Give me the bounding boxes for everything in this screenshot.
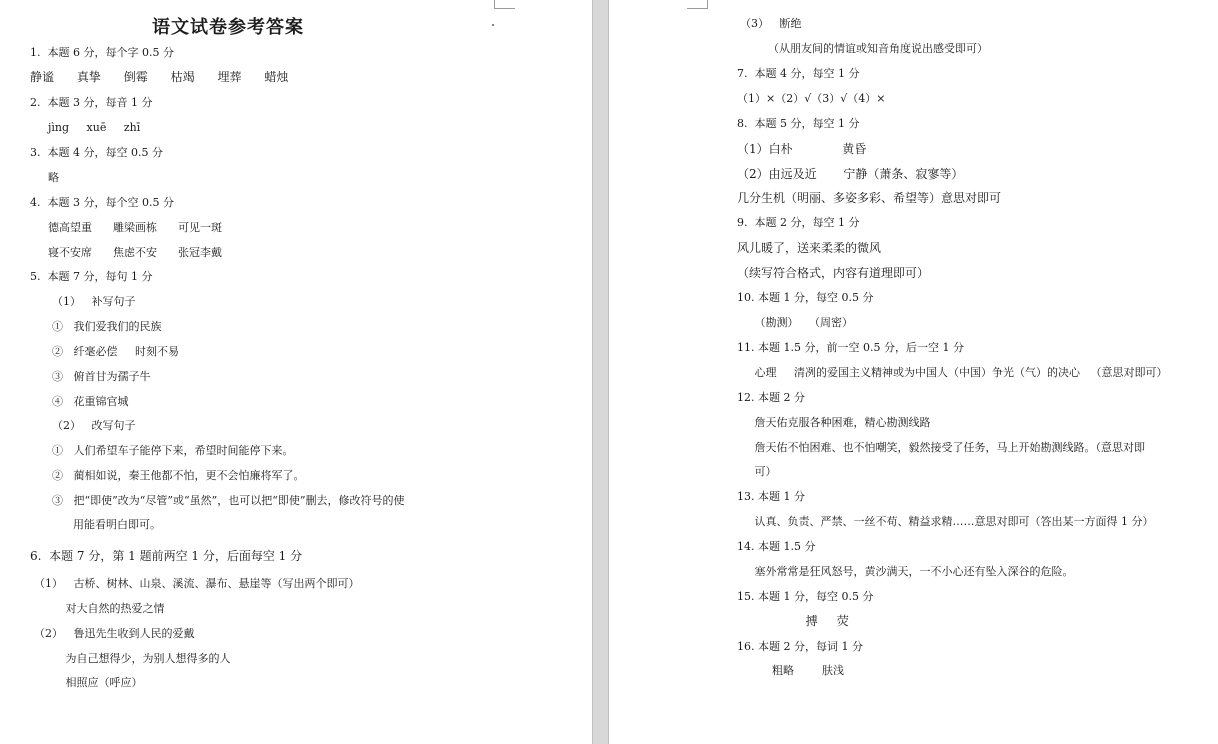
text-line: ④ 花重锦官城 xyxy=(52,395,129,408)
text-line: 德高望重 雕梁画栋 可见一斑 xyxy=(48,221,222,234)
text-line: jìng xuē zhī xyxy=(48,121,141,134)
text-line: 5. 本题 7 分，每句 1 分 xyxy=(30,270,153,283)
text-line: 12. 本题 2 分 xyxy=(737,391,805,404)
text-line: 1. 本题 6 分，每个字 0.5 分 xyxy=(30,46,174,59)
text-line: （1） 补写句子 xyxy=(52,295,136,308)
text-line: 对大自然的热爱之情 xyxy=(34,602,165,615)
text-line: ③ 把“即使”改为“尽管”或“虽然”，也可以把“即使”删去，修改符号的使 xyxy=(52,494,405,507)
text-line: 风儿暖了，送来柔柔的微风 xyxy=(737,241,882,255)
text-line: 8. 本题 5 分，每空 1 分 xyxy=(737,117,860,130)
document-page-left xyxy=(0,0,592,744)
text-line: 略 xyxy=(48,171,59,184)
text-line: 相照应（呼应） xyxy=(34,676,143,689)
text-line: （1）×（2）√（3）√（4）× xyxy=(737,92,886,105)
text-line: 心理 清冽的爱国主义精神或为中国人（中国）争光（气）的决心 （意思对即可） xyxy=(737,366,1168,379)
text-line: 9. 本题 2 分，每空 1 分 xyxy=(737,216,860,229)
text-line: ① 我们爱我们的民族 xyxy=(52,320,162,333)
text-line: （续写符合格式，内容有道理即可） xyxy=(737,266,930,280)
text-line: 粗略 肤浅 xyxy=(737,664,844,677)
text-line: ① 人们希望车子能停下来，希望时间能停下来。 xyxy=(52,444,294,457)
text-line: ② 纤毫必偿 时刻不易 xyxy=(52,345,179,358)
margin-corner-mark xyxy=(494,0,515,9)
document-page-right xyxy=(609,0,1218,744)
text-line: 认真、负责、严禁、一丝不苟、精益求精……意思对即可（答出某一方面得 1 分） xyxy=(737,515,1154,528)
text-line: ② 蔺相如说，秦王他都不怕，更不会怕廉将军了。 xyxy=(52,469,305,482)
text-line: 詹天佑不怕困难、也不怕嘲笑，毅然接受了任务，马上开始勘测线路。（意思对即 xyxy=(737,441,1145,454)
text-line: 10. 本题 1 分，每空 0.5 分 xyxy=(737,291,874,304)
page-title: 语文试卷参考答案 xyxy=(152,17,304,38)
text-line: 2. 本题 3 分，每音 1 分 xyxy=(30,96,153,109)
margin-corner-mark xyxy=(687,0,708,9)
text-line: 11. 本题 1.5 分，前一空 0.5 分，后一空 1 分 xyxy=(737,341,964,354)
text-line: 4. 本题 3 分，每个空 0.5 分 xyxy=(30,196,174,209)
text-line: 7. 本题 4 分，每空 1 分 xyxy=(737,67,860,80)
text-line: 静谧 真挚 倒霉 枯竭 埋葬 蜡烛 xyxy=(30,70,289,84)
text-line: （3） 断绝 xyxy=(740,17,802,30)
text-line: 14. 本题 1.5 分 xyxy=(737,540,816,553)
text-line: 6. 本题 7 分，第 1 题前两空 1 分，后面每空 1 分 xyxy=(30,549,303,563)
text-line: 3. 本题 4 分，每空 0.5 分 xyxy=(30,146,163,159)
text-line: 可） xyxy=(737,465,777,478)
text-line: 几分生机（明丽、多姿多彩、希望等）意思对即可 xyxy=(737,191,1002,205)
text-line: ③ 俯首甘为孺子牛 xyxy=(52,370,151,383)
text-line: （从朋友间的情谊或知音角度说出感受即可） xyxy=(740,42,988,55)
text-line: 寝不安席 焦虑不安 张冠李戴 xyxy=(48,246,222,259)
text-line: 塞外常常是狂风怒号，黄沙满天，一不小心还有坠入深谷的危险。 xyxy=(737,565,1074,578)
text-line: 15. 本题 1 分，每空 0.5 分 xyxy=(737,590,874,603)
page-gutter xyxy=(592,0,609,744)
text-line: （1）白朴 黄昏 xyxy=(737,142,867,156)
text-line: （2） 改写句子 xyxy=(52,419,136,432)
text-line: 13. 本题 1 分 xyxy=(737,490,805,503)
text-line: 为自己想得少，为别人想得多的人 xyxy=(34,652,231,665)
page-mark xyxy=(492,24,494,26)
text-line: （1） 古桥、树林、山泉、溪流、瀑布、悬崖等（写出两个即可） xyxy=(34,577,360,590)
text-line: （2） 鲁迅先生收到人民的爱戴 xyxy=(34,627,195,640)
text-line: （2）由远及近 宁静（萧条、寂寥等） xyxy=(737,167,964,181)
text-line: 16. 本题 2 分，每词 1 分 xyxy=(737,640,863,653)
text-line: 詹天佑克服各种困难，精心勘测线路 xyxy=(737,416,931,429)
text-line: 搏 荧 xyxy=(737,614,849,628)
text-line: （勘测） （周密） xyxy=(737,316,853,329)
text-line: 用能看明白即可。 xyxy=(52,518,161,531)
